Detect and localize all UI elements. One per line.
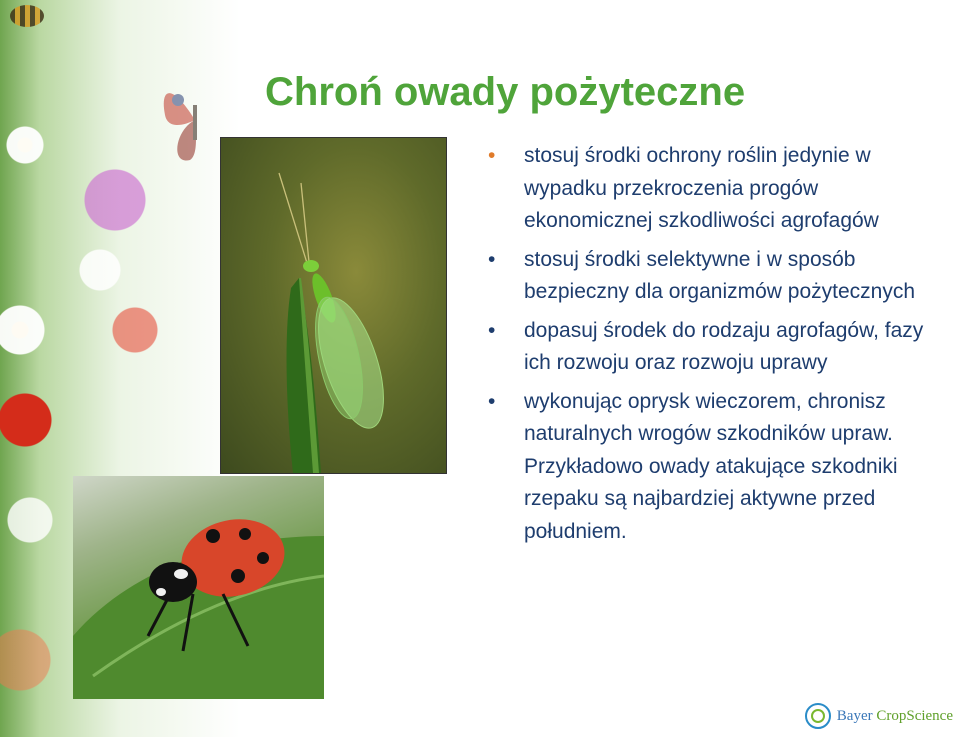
slide-title: Chroń owady pożyteczne (265, 70, 746, 114)
list-item (486, 315, 946, 380)
bullet-text: stosuj środki selektywne i w sposób bezpieczny dla organizmów pożytecznych (524, 247, 916, 303)
list-item (486, 244, 946, 309)
bullet-dot: • (488, 247, 496, 271)
bullet-dot: • (488, 144, 496, 167)
bee-icon (10, 5, 44, 27)
bullet-text: stosuj środki ochrony roślin jedynie w wypadku przekroczenia progów ekonomicznej szkodliwości agrofagów (524, 144, 879, 232)
list-item (486, 386, 946, 549)
logo-text (837, 708, 953, 725)
bayer-cross-icon (805, 703, 831, 729)
bullet-dot: • (488, 318, 496, 342)
bullet-text: wykonując oprysk wieczorem, chronisz naturalnych wrogów szkodników upraw. Przykładowo owady atakujące szkodniki rzepaku są najbardziej aktywne przed południem. (524, 389, 898, 543)
logo-division: CropScience (876, 707, 953, 724)
bullet-dot: • (488, 389, 496, 413)
bullet-list (486, 140, 946, 554)
ladybug-photo (73, 476, 324, 699)
logo-brand: Bayer (836, 707, 873, 724)
bayer-cropscience-logo (805, 703, 953, 729)
bullet-text: dopasuj środek do rodzaju agrofagów, fazy ich rozwoju oraz rozwoju uprawy (524, 318, 924, 374)
list-item (486, 140, 946, 238)
lacewing-photo (220, 137, 447, 474)
